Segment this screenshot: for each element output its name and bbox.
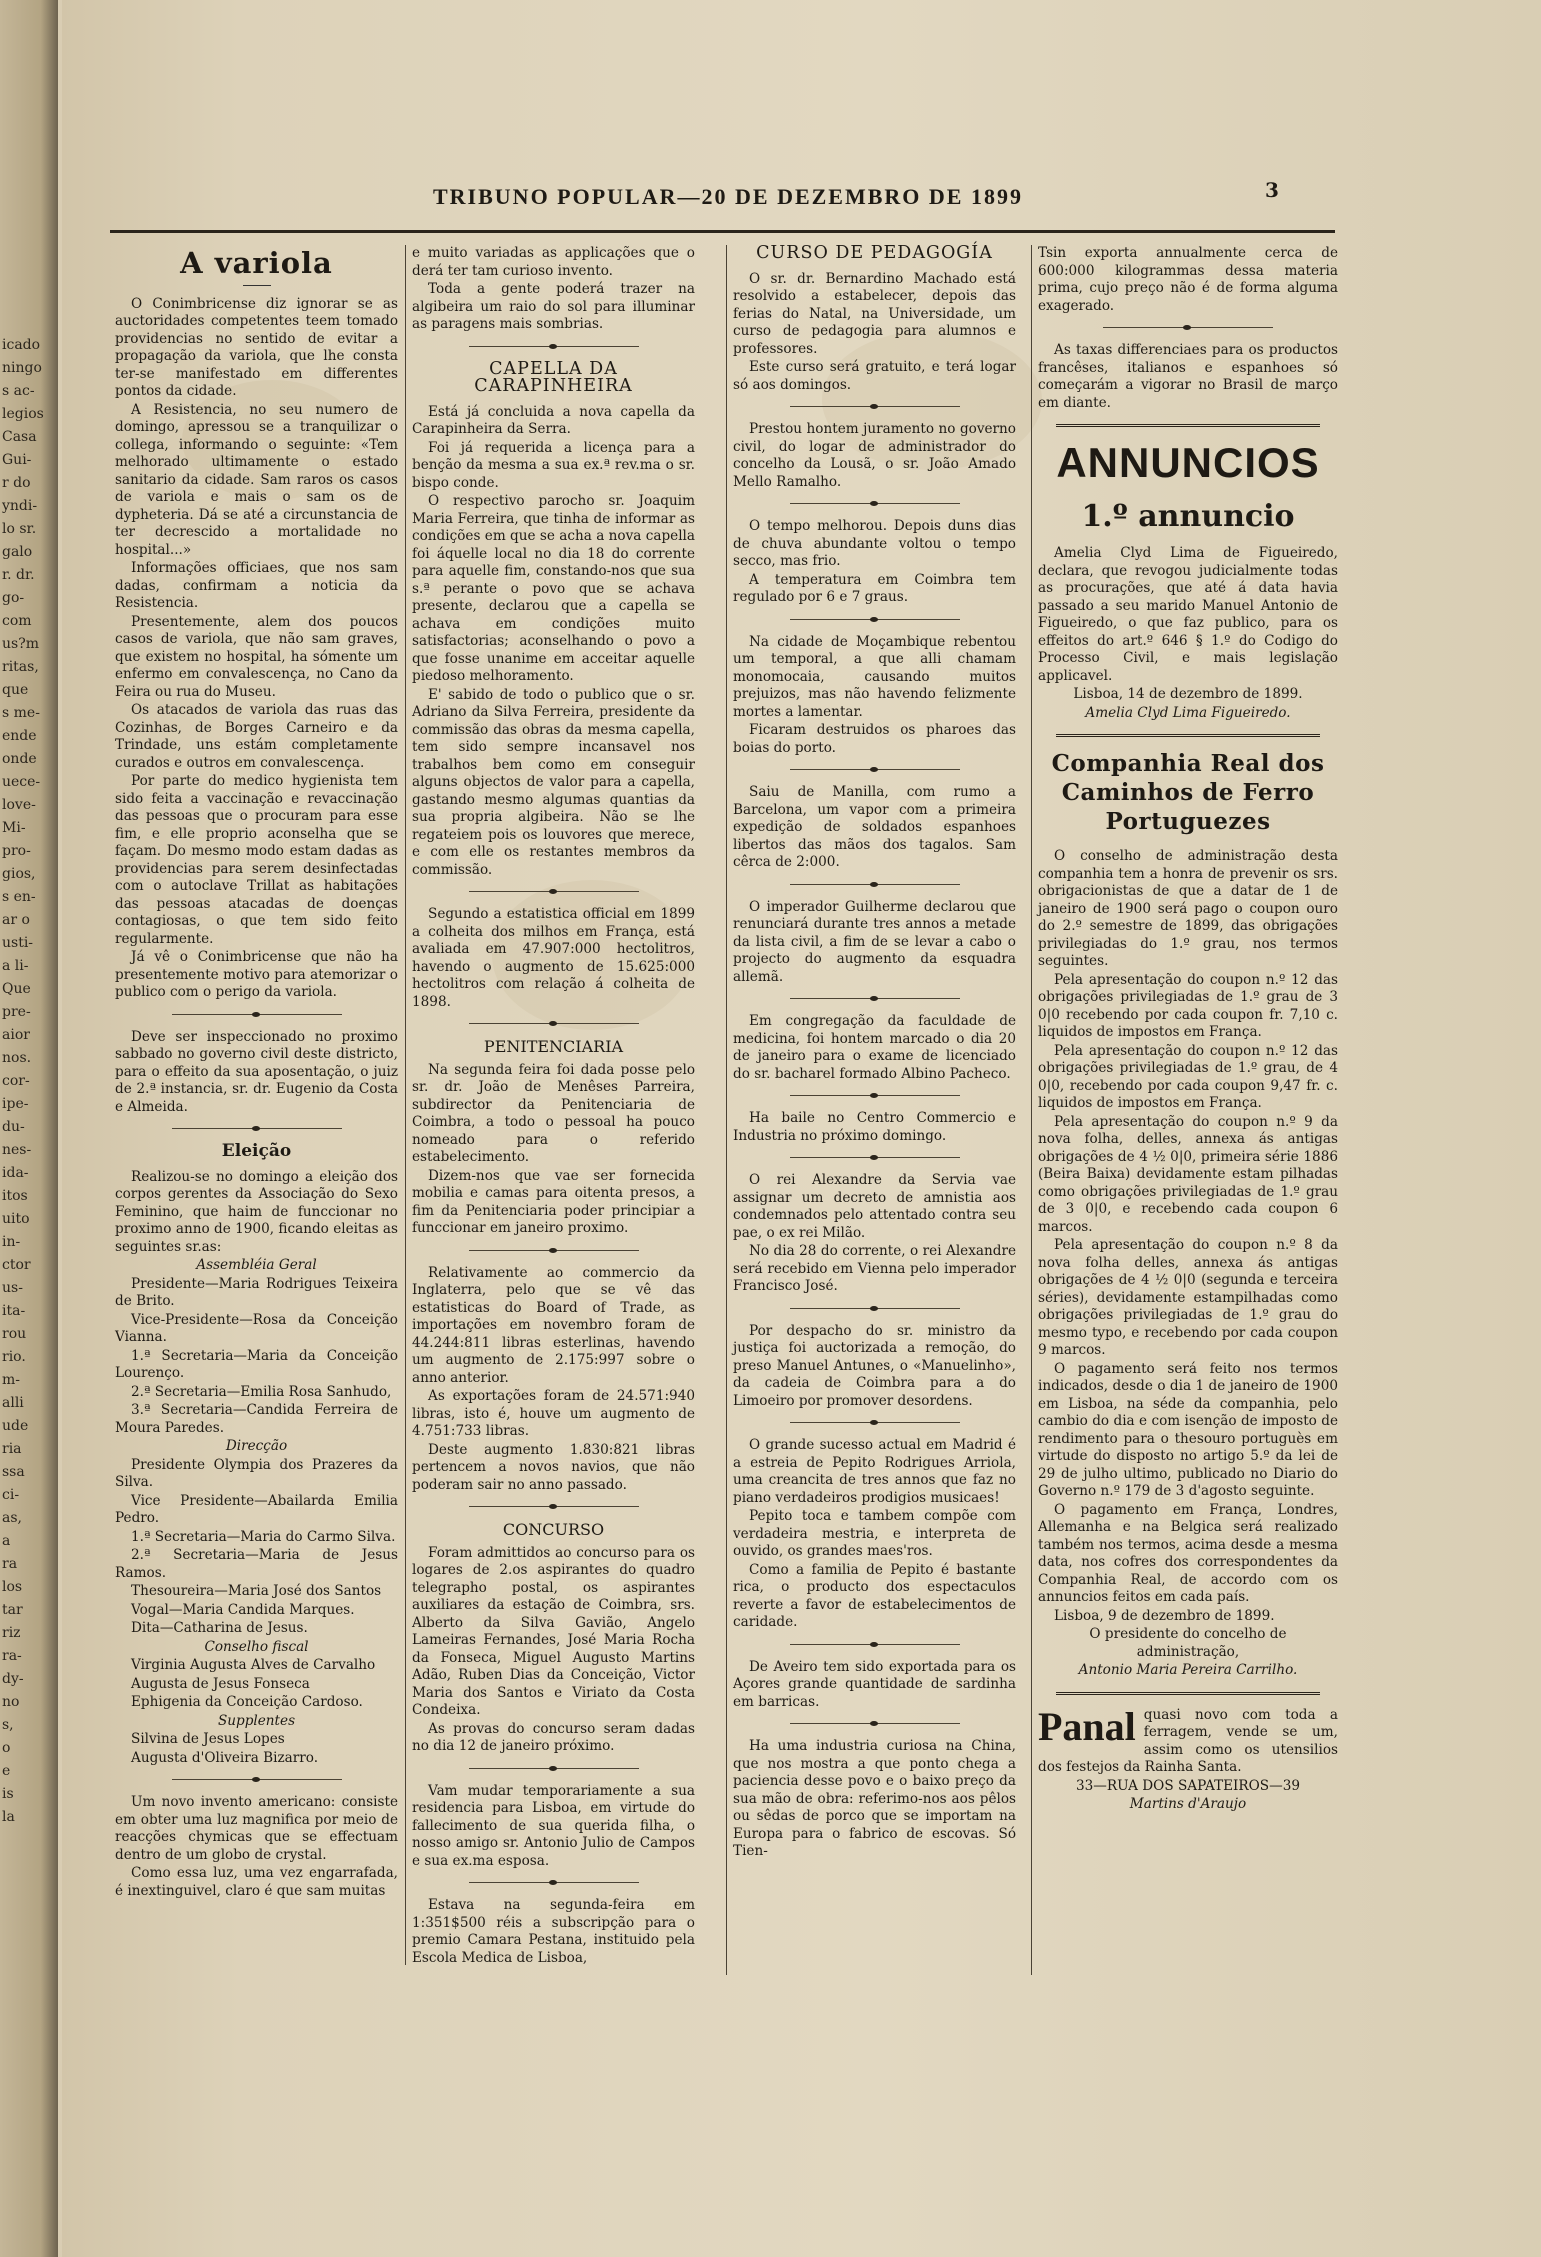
separator xyxy=(790,884,960,885)
previous-page-text-fragment: r do xyxy=(2,475,31,491)
previous-page-text-fragment: nos. xyxy=(2,1050,32,1066)
subheading: Direcção xyxy=(225,1438,288,1454)
previous-page-text-fragment: r. dr. xyxy=(2,567,35,583)
previous-page-text-fragment: nes- xyxy=(2,1142,32,1158)
paragraph: Os atacados de variola das ruas das Cozinhas, de Borges Carneiro e da Trindade, uns estám completamente curados e outros em convalescença. xyxy=(115,702,398,771)
separator xyxy=(172,1128,342,1129)
list-item: Presidente—Maria Rodrigues Teixeira de Brito. xyxy=(115,1275,398,1309)
column-1 xyxy=(115,245,398,1901)
previous-page-text-fragment: ita- xyxy=(2,1303,26,1319)
paragraph: Relativamente ao commercio da Inglaterra, pelo que se vê das estatisticas do Board of Trade, as importações em novembro foram de 44.244:811 libras esterlinas, havendo um augmento de 2.175:997 sobre o anno anterior. xyxy=(412,1264,695,1386)
previous-page-text-fragment: Mi- xyxy=(2,820,26,836)
article-title: CONCURSO xyxy=(502,1520,605,1539)
separator xyxy=(790,1644,960,1645)
paragraph: Presentemente, alem dos poucos casos de variola, que não sam graves, que existem no hospital, ha sómente um enfermo em convalescença, no Cano da Feira ou rua do Museu. xyxy=(115,613,398,700)
previous-page-text-fragment: du- xyxy=(2,1119,25,1135)
previous-page-text-fragment: tar xyxy=(2,1602,23,1618)
previous-page-text-fragment: us?m xyxy=(2,636,39,652)
previous-page-text-fragment: Casa xyxy=(2,429,37,445)
previous-page-text-fragment: go- xyxy=(2,590,25,606)
paragraph: E' sabido de todo o publico que o sr. Adriano da Silva Ferreira, presidente da commissão das obras da mesma capella, tem sido sempre incansavel nos trabalhos bem como em conseguir alguns objectos de valor para a capella, gastando mesmo algumas quantias da sua propria algibeira. Não se lhe regateiem pois os louvores que merece, e com elle os restantes membros da commissão. xyxy=(412,686,695,878)
column-2 xyxy=(412,245,695,1968)
previous-page-text-fragment: ende xyxy=(2,728,37,744)
ad-signature: Martins d'Araujo xyxy=(1129,1796,1247,1812)
list-item: 2.ª Secretaria—Emilia Rosa Sanhudo, xyxy=(131,1383,392,1400)
paragraph: O rei Alexandre da Servia vae assignar um decreto de amnistia aos condemnados pelo attentado contra seu pae, o ex rei Milão. xyxy=(733,1172,1016,1241)
previous-page-text-fragment: Que xyxy=(2,981,31,997)
previous-page-text-fragment: com xyxy=(2,613,32,629)
separator xyxy=(790,769,960,770)
separator xyxy=(469,1250,639,1251)
previous-page-text-fragment: ida- xyxy=(2,1165,29,1181)
article-title: CAPELLA DA CARAPINHEIRA xyxy=(474,358,633,396)
previous-page-text-fragment: us- xyxy=(2,1280,23,1296)
separator xyxy=(790,619,960,620)
column-3 xyxy=(733,245,1016,1862)
ad-text: Amelia Clyd Lima de Figueiredo, declara, que revogou judicialmente todas as procurações, que até á data havia passado a seu marido Manuel Antonio de Figueiredo, o que faz publico, para os effeitos do art.º 646 § 1.º do Codigo do Processo Civil, e mais legislação applicavel. xyxy=(1038,545,1338,684)
list-item: Vice-Presidente—Rosa da Conceição Vianna. xyxy=(115,1311,398,1345)
header-rule xyxy=(110,230,1335,233)
paragraph: Por parte do medico hygienista tem sido feita a vaccinação e revaccinação das pessoas que o procuram para esse fim, e elle proprio aconselha que se façam. Do mesmo modo estam dadas as providencias para serem desinfectadas com o autoclave Trillat as habitações das pessoas atacadas de doenças contagiosas, o que tem sido feito regularmente. xyxy=(115,773,398,947)
previous-page-text-fragment: a xyxy=(2,1533,11,1549)
paragraph: Prestou hontem juramento no governo civil, do logar de administrador do concelho da Lousã, o sr. João Amado Mello Ramalho. xyxy=(733,421,1016,490)
previous-page-text-fragment: s ac- xyxy=(2,383,35,399)
subheading: Assembléia Geral xyxy=(196,1257,317,1273)
previous-page-text-fragment: pro- xyxy=(2,843,31,859)
ad-signature: Amelia Clyd Lima Figueiredo. xyxy=(1085,704,1291,721)
paragraph: Um novo invento americano: consiste em obter uma luz magnifica por meio de reacções chymicas que se effectuam dentro de um globo de crystal. xyxy=(115,1794,398,1863)
subheading: Conselho fiscal xyxy=(204,1638,309,1655)
previous-page-text-fragment: alli xyxy=(2,1395,24,1411)
separator xyxy=(469,1768,639,1769)
separator xyxy=(469,1882,639,1883)
ad-date: Lisboa, 9 de dezembro de 1899. xyxy=(1054,1607,1275,1624)
previous-page-text-fragment: ria xyxy=(2,1441,22,1457)
list-item: Augusta d'Oliveira Bizarro. xyxy=(131,1749,319,1766)
ad-text: O conselho de administração desta companhia tem a honra de prevenir os srs. obrigacionistas de que a datar de 1 de janeiro de 1900 será pago o coupon ouro do 2.º semestre de 1899, das obrigações privilegiadas do 1.º grau, nos termos seguintes. xyxy=(1038,848,1338,969)
previous-page-text-fragment: rou xyxy=(2,1326,27,1342)
page-number: 3 xyxy=(1265,178,1279,202)
separator xyxy=(790,406,960,407)
article-title: PENITENCIARIA xyxy=(483,1037,624,1056)
paragraph: Saiu de Manilla, com rumo a Barcelona, um vapor com a primeira expedição de soldados espanhoes libertos das mãos dos tagalos. Sam cêrca de 2:000. xyxy=(733,784,1016,870)
paragraph: Dizem-nos que vae ser fornecida mobilia e camas para oitenta presos, a fim da Penitenciaria poder principiar a funccionar em janeiro proximo. xyxy=(412,1167,695,1236)
separator xyxy=(790,998,960,999)
ad-signature: Antonio Maria Pereira Carrilho. xyxy=(1078,1662,1298,1678)
previous-page-text-fragment: la xyxy=(2,1809,15,1825)
list-item: Silvina de Jesus Lopes xyxy=(131,1731,285,1747)
paragraph: Informações officiaes, que nos sam dadas, confirmam a noticia da Resistencia. xyxy=(115,560,398,611)
paragraph: O respectivo parocho sr. Joaquim Maria Ferreira, que tinha de informar as condições em que se acha a nova capella foi áquelle local no dia 18 do corrente para aquelle fim, constando-nos que sua s.ª perante o povo que se achava presente, declarou que a capella se achava em condições muito satisfactorias; aconselhando o povo a que fosse unanime em acceitar aquelle piedoso melhoramento. xyxy=(412,493,695,684)
previous-page-text-fragment: ar o xyxy=(2,912,30,928)
ad-text: Pela apresentação do coupon n.º 9 da nova folha, delles, annexa ás antigas obrigações de 4 ½ 0|0, primeira série 1886 (Beira Baixa) devidamente estam pilhadas como obrigações privilegiadas de 1.º grau de 3 0|0, e recebendo cada coupon 6 marcos. xyxy=(1038,1113,1338,1235)
previous-page-text-fragment: legios xyxy=(2,406,44,422)
previous-page-text-fragment: ipe- xyxy=(2,1096,29,1112)
list-item: Virginia Augusta Alves de Carvalho xyxy=(131,1657,376,1673)
separator xyxy=(469,891,639,892)
paragraph: De Aveiro tem sido exportada para os Açores grande quantidade de sardinha em barricas. xyxy=(733,1658,1016,1710)
paragraph: A temperatura em Coimbra tem regulado por 6 e 7 graus. xyxy=(733,571,1016,605)
separator xyxy=(790,1157,960,1158)
separator xyxy=(469,1506,639,1507)
paragraph: As taxas differenciaes para os productos francêses, italianos e espanhoes só começarám a vigorar no Brasil de março em diante. xyxy=(1038,342,1338,411)
previous-page-text-fragment: ci- xyxy=(2,1487,20,1503)
double-rule xyxy=(1056,424,1320,427)
paragraph: O grande sucesso actual em Madrid é a estreia de Pepito Rodrigues Arriola, uma creancita de tres annos que faz no piano verdadeiros prodigios musicaes! xyxy=(733,1437,1016,1506)
list-item: Augusta de Jesus Fonseca xyxy=(131,1675,310,1692)
column-divider xyxy=(1031,245,1032,1975)
paragraph: Está já concluida a nova capella da Carapinheira da Serra. xyxy=(412,403,695,437)
separator xyxy=(790,1095,960,1096)
paragraph: Em congregação da faculdade de medicina, foi hontem marcado o dia 20 de janeiro para o exame de licenciado do sr. bacharel formado Albino Pacheco. xyxy=(733,1013,1016,1082)
previous-page-text-fragment: galo xyxy=(2,544,33,560)
panal-heading: Panal xyxy=(1038,1703,1136,1749)
paragraph: Foram admittidos ao concurso para os logares de 2.os aspirantes do quadro telegrapho postal, os aspirantes auxiliares da estação de Coimbra, srs. Alberto da Silva Gavião, Angelo Lameiras Fernandes, José Maria Rocha da Fonseca, Miguel Augusto Martins Adão, Ruben Dias da Conceição, Victor Maria dos Santos e Viriato da Costa Condeixa. xyxy=(412,1544,695,1718)
previous-page-text-fragment: s, xyxy=(2,1717,14,1733)
previous-page-text-fragment: que xyxy=(2,682,29,698)
previous-page-text-fragment: icado xyxy=(2,337,41,353)
paragraph: Já vê o Conimbricense que não ha presentemente motivo para atemorizar o publico com o perigo da variola. xyxy=(115,949,398,1000)
previous-page-margin xyxy=(0,0,58,2257)
paragraph: Como essa luz, uma vez engarrafada, é inextinguivel, claro é que sam muitas xyxy=(115,1865,398,1899)
list-item: 2.ª Secretaria—Maria de Jesus Ramos. xyxy=(115,1547,398,1581)
panal-ad xyxy=(1038,1703,1338,1814)
paragraph: Estava na segunda-feira em 1:351$500 réis a subscripção para o premio Camara Pestana, instituido pela Escola Medica de Lisboa, xyxy=(412,1897,695,1966)
paragraph: Foi já requerida a licença para a benção da mesma a sua ex.ª rev.ma o sr. bispo conde. xyxy=(412,439,695,491)
paragraph: Ha uma industria curiosa na China, que nos mostra a que ponto chega a paciencia desse povo e o baixo preço da sua mão de obra: referimo-nos aos pêlos ou sêdas de porco que se importam na Europa para o fabrico de escovas. Só Tien- xyxy=(733,1738,1016,1859)
list-item: 1.ª Secretaria—Maria do Carmo Silva. xyxy=(131,1528,396,1545)
paragraph: Na cidade de Moçambique rebentou um temporal, a que alli chamam monomocaia, causando muitos prejuizos, mas não havendo felizmente mortes a lamentar. xyxy=(733,633,1016,720)
previous-page-text-fragment: love- xyxy=(2,797,36,813)
previous-page-text-fragment: is xyxy=(2,1786,14,1802)
previous-page-text-fragment: ra xyxy=(2,1556,18,1572)
paragraph: Ha baile no Centro Commercio e Industria no próximo domingo. xyxy=(733,1110,1016,1144)
annuncio-number: 1.º annuncio xyxy=(1081,499,1295,534)
list-item: Dita—Catharina de Jesus. xyxy=(131,1620,308,1636)
annuncios-heading: ANNUNCIOS xyxy=(1056,439,1320,486)
subheading: Supplentes xyxy=(217,1712,296,1729)
previous-page-text-fragment: lo sr. xyxy=(2,521,37,537)
list-item: Vogal—Maria Candida Marques. xyxy=(131,1601,355,1618)
paragraph: Na segunda feira foi dada posse pelo sr. dr. João de Menêses Parreira, subdirector da Penitenciaria de Coimbra, a todo o pessoal ha pouco nomeado para o referido estabelecimento. xyxy=(412,1061,695,1165)
column-divider xyxy=(726,245,727,1975)
previous-page-text-fragment: itos xyxy=(2,1188,28,1204)
separator xyxy=(469,1023,639,1024)
list-item: Presidente Olympia dos Prazeres da Silva. xyxy=(115,1456,398,1490)
previous-page-text-fragment: in- xyxy=(2,1234,21,1250)
company-title: Companhia Real dos Caminhos de Ferro Portuguezes xyxy=(1051,750,1325,835)
previous-page-text-fragment: a li- xyxy=(2,958,29,974)
paragraph: Segundo a estatistica official em 1899 a colheita dos milhos em França, está avaliada em 47.907:000 hectolitros, havendo o augmento de 15.625:000 hectolitros com relação á colheita de 1898. xyxy=(412,906,695,1010)
paragraph: As provas do concurso seram dadas no dia 12 de janeiro próximo. xyxy=(412,1720,695,1754)
previous-page-text-fragment: no xyxy=(2,1694,20,1710)
previous-page-text-fragment: ritas, xyxy=(2,659,39,675)
separator xyxy=(172,1014,342,1015)
previous-page-text-fragment: onde xyxy=(2,751,37,767)
paragraph: Este curso será gratuito, e terá logar só aos domingos. xyxy=(733,359,1016,393)
separator xyxy=(469,346,639,347)
ad-text: Pela apresentação do coupon n.º 12 das obrigações privilegiadas de 1.º grau de 3 0|0 recebendo por cada coupon fr. 7,10 c. liquidos de impostos em França. xyxy=(1038,971,1338,1040)
list-item: 1.ª Secretaria—Maria da Conceição Lourenço. xyxy=(115,1347,398,1381)
article-title: A variola xyxy=(180,246,333,280)
paragraph: Tsin exporta annualmente cerca de 600:000 kilogrammas dessa materia prima, cujo preço não é de forma alguma exagerado. xyxy=(1038,245,1338,314)
ad-text: O pagamento será feito nos termos indicados, desde o dia 1 de janeiro de 1900 em Lisboa, na séde da companhia, pelo cambio do dia e com isenção de imposto de rendimento para o thesouro portuguès em virtude do disposto no artigo 5.º da lei de 29 de julho ultimo, publicado no Diario do Governo n.º 179 de 3 d'agosto seguinte. xyxy=(1038,1360,1338,1499)
ad-text: Pela apresentação do coupon n.º 12 das obrigações privilegiadas de 1.º grau, de 4 0|0, recebendo por cada coupon 9,47 fr. c. liquidos de impostos em França. xyxy=(1038,1042,1338,1111)
paragraph: Vam mudar temporariamente a sua residencia para Lisboa, em virtude do fallecimento de sua querida filha, o nosso amigo sr. Antonio Julio de Campos e sua ex.ma esposa. xyxy=(412,1782,695,1869)
list-item: 3.ª Secretaria—Candida Ferreira de Moura Paredes. xyxy=(115,1402,398,1436)
paragraph: O sr. dr. Bernardino Machado está resolvido a estabelecer, depois das ferias do Natal, na Universidade, um curso de pedagogia para alumnos e professores. xyxy=(733,270,1016,357)
previous-page-text-fragment: s me- xyxy=(2,705,40,721)
paragraph: Deste augmento 1.830:821 libras pertencem a novos navios, que não poderam sair no anno passado. xyxy=(412,1441,695,1493)
separator xyxy=(790,1723,960,1724)
ad-text: quasi novo com toda a ferragem, vende se um, assim como os utensilios dos festejos da Rainha Santa. xyxy=(1038,1706,1338,1775)
ad-address: 33—RUA DOS SAPATEIROS—39 xyxy=(1075,1777,1301,1794)
title-rule xyxy=(243,285,271,286)
previous-page-text-fragment: ctor xyxy=(2,1257,31,1273)
previous-page-text-fragment: e xyxy=(2,1763,11,1779)
ad-text: Pela apresentação do coupon n.º 8 da nova folha delles, annexa ás antigas obrigações de 4 ½ 0|0 (segunda e terceira séries), devidamente estampilhadas como obrigações privilegiadas de 1.º grau do mesmo typo, e recebendo por cada coupon 9 marcos. xyxy=(1038,1237,1338,1358)
ad-text: O pagamento em França, Londres, Allemanha e na Belgica será realizado também nos termos, acima desde a mesma data, nos cofres dos correspondentes da Companhia Real, de accordo com os annuncios feitos em cada país. xyxy=(1038,1501,1338,1605)
previous-page-text-fragment: aior xyxy=(2,1027,30,1043)
previous-page-text-fragment: gios, xyxy=(2,866,36,882)
previous-page-text-fragment: uece- xyxy=(2,774,41,790)
paragraph: No dia 28 do corrente, o rei Alexandre será recebido em Vienna pelo imperador Francisco José. xyxy=(733,1243,1016,1294)
previous-page-text-fragment: as, xyxy=(2,1510,22,1526)
list-item: Vice Presidente—Abailarda Emilia Pedro. xyxy=(115,1492,398,1526)
previous-page-text-fragment: ssa xyxy=(2,1464,25,1480)
paragraph: Realizou-se no domingo a eleição dos corpos gerentes da Associação do Sexo Feminino, que haim de funccionar no proximo anno de 1900, ficando eleitas as seguintes sr.as: xyxy=(115,1168,398,1255)
paragraph: Ficaram destruidos os pharoes das boias do porto. xyxy=(733,722,1016,756)
paragraph: O imperador Guilherme declarou que renunciará durante tres annos a metade da lista civil, a fim de se levar a cabo o projecto do augmento da esquadra allemã. xyxy=(733,898,1016,985)
previous-page-text-fragment: s en- xyxy=(2,889,36,905)
separator xyxy=(790,503,960,504)
column-divider xyxy=(405,245,406,1965)
paragraph: Por despacho do sr. ministro da justiça foi auctorizada a remoção, do preso Manuel Antunes, o «Manuelinho», da cadeia de Coimbra para a do Limoeiro por promover desordens. xyxy=(733,1322,1016,1409)
separator xyxy=(1103,327,1273,328)
previous-page-text-fragment: los xyxy=(2,1579,23,1595)
previous-page-text-fragment: riz xyxy=(2,1625,21,1641)
paragraph: A Resistencia, no seu numero de domingo, apressou se a tranquilizar o collega, informando o seguinte: «Tem melhorado ultimamente o estado sanitario da cidade. Sam raros os casos de variola e mais o sam os de dypheteria. Dá se até a circunstancia de ter decrescido a mortalidade no hospital...» xyxy=(115,401,398,558)
previous-page-text-fragment: dy- xyxy=(2,1671,24,1687)
ad-date: Lisboa, 14 de dezembro de 1899. xyxy=(1073,686,1303,702)
paragraph: e muito variadas as applicações que o derá ter tam curioso invento. xyxy=(412,245,695,279)
paragraph: Pepito toca e tambem compõe com verdadeira mestria, e interpreta de ouvido, os grandes maes'ros. xyxy=(733,1508,1016,1559)
section-title: Eleição xyxy=(221,1141,292,1161)
separator xyxy=(172,1779,342,1780)
previous-page-text-fragment: pre- xyxy=(2,1004,31,1020)
previous-page-text-fragment: uito xyxy=(2,1211,30,1227)
previous-page-text-fragment: ningo xyxy=(2,360,42,376)
previous-page-text-fragment: rio. xyxy=(2,1349,26,1365)
list-item: Ephigenia da Conceição Cardoso. xyxy=(131,1694,363,1710)
separator xyxy=(790,1422,960,1423)
previous-page-text-fragment: Gui- xyxy=(2,452,32,468)
paragraph: Deve ser inspeccionado no proximo sabbado no governo civil deste districto, para o effeito da sua aposentação, o juiz de 2.ª instancia, sr. dr. Eugenio da Costa e Almeida. xyxy=(115,1028,398,1115)
previous-page-text-fragment: o xyxy=(2,1740,11,1756)
list-item: Thesoureira—Maria José dos Santos xyxy=(131,1583,382,1599)
masthead: TRIBUNO POPULAR—20 DE DEZEMBRO DE 1899 xyxy=(433,184,1023,209)
previous-page-text-fragment: ude xyxy=(2,1418,29,1434)
article-title: CURSO DE PEDAGOGÍA xyxy=(756,243,993,263)
paragraph: Toda a gente poderá trazer na algibeira um raio do sol para illuminar as paragens mais sombrias. xyxy=(412,281,695,332)
column-4 xyxy=(1038,245,1338,1815)
paragraph: Como a familia de Pepito é bastante rica, o producto dos espectaculos reverte a favor de estabelecimentos de caridade. xyxy=(733,1561,1016,1630)
previous-page-text-fragment: cor- xyxy=(2,1073,30,1089)
previous-page-text-fragment: m- xyxy=(2,1372,21,1388)
previous-page-text-fragment: ra- xyxy=(2,1648,22,1664)
previous-page-text-fragment: yndi- xyxy=(2,498,38,514)
double-rule xyxy=(1056,734,1320,737)
double-rule xyxy=(1056,1692,1320,1695)
paragraph: O Conimbricense diz ignorar se as auctoridades competentes teem tomado providencias no sentido de evitar a propagação da variola, que lhe consta ter-se manifestado em differentes pontos da cidade. xyxy=(115,295,398,399)
previous-page-text-fragment: usti- xyxy=(2,935,34,951)
separator xyxy=(790,1308,960,1309)
paragraph: As exportações foram de 24.571:940 libras, isto é, houve um augmento de 4.751:733 libras. xyxy=(412,1388,695,1439)
paragraph: O tempo melhorou. Depois duns dias de chuva abundante voltou o tempo secco, mas frio. xyxy=(733,518,1016,569)
ad-text: O presidente do concelho de administração, xyxy=(1089,1626,1287,1660)
